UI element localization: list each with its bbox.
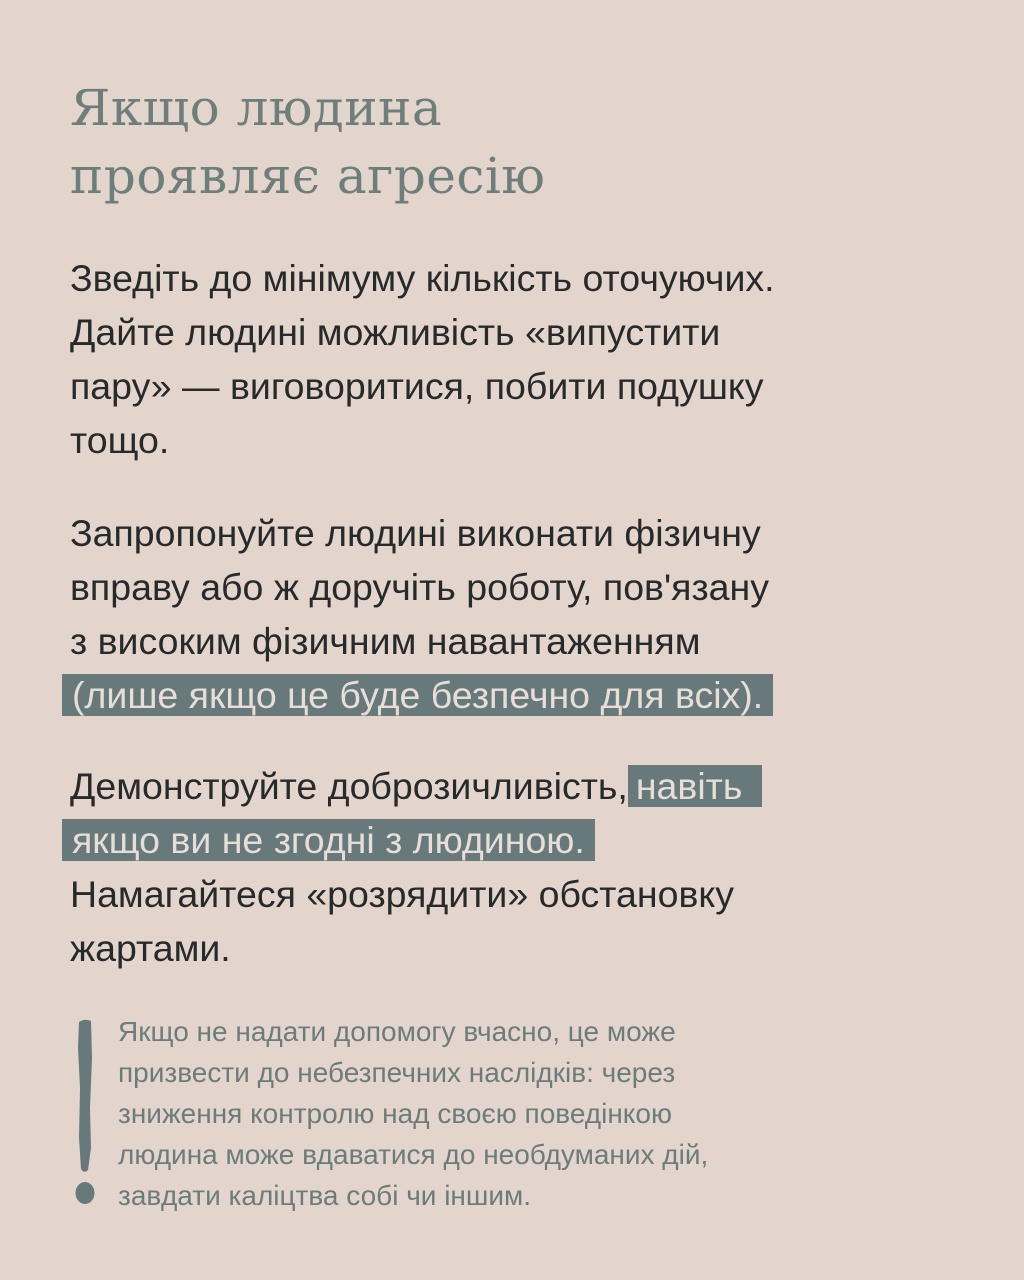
paragraph-line: Дайте людині можливість «випустити [70, 311, 721, 353]
page-title [70, 74, 545, 210]
paragraph-line: Намагайтеся «розрядити» обстановку [70, 873, 734, 915]
paragraph-physical-exercise [70, 506, 773, 722]
paragraph-line: тощо. [70, 419, 170, 461]
warning-line: призвести до небезпечних наслідків: через [118, 1057, 676, 1088]
paragraph-line: Зведіть до мінімуму кількість оточуючих. [70, 257, 775, 299]
highlighted-text: навіть [628, 765, 763, 807]
paragraph-line: Демонструйте доброзичливість, [70, 765, 628, 807]
warning-line: зниження контролю над своєю поведінкою [118, 1098, 672, 1129]
paragraph-line: жартами. [70, 927, 231, 969]
warning-line: завдати каліцтва собі чи іншим. [118, 1180, 532, 1211]
exclamation-mark-icon [74, 1018, 96, 1218]
title-line-2: проявляє агресію [70, 147, 546, 205]
warning-line: людина може вдаватися до необдуманих дій, [118, 1139, 709, 1170]
warning-line: Якщо не надати допомогу вчасно, це може [118, 1016, 676, 1047]
paragraph-show-goodwill [70, 759, 762, 975]
title-line-1: Якщо людина [70, 79, 443, 137]
highlighted-text: (лише якщо це буде безпечно для всіх). [62, 674, 773, 716]
paragraph-reduce-bystanders [70, 251, 775, 467]
warning-text [118, 1011, 708, 1216]
paragraph-line: вправу або ж доручіть роботу, пов'язану [70, 566, 769, 608]
paragraph-line: з високим фізичним навантаженням [70, 620, 701, 662]
highlighted-text: якщо ви не згодні з людиною. [62, 819, 595, 861]
paragraph-line: Запропонуйте людині виконати фізичну [70, 512, 761, 554]
paragraph-line: пару» — виговоритися, побити подушку [70, 365, 764, 407]
